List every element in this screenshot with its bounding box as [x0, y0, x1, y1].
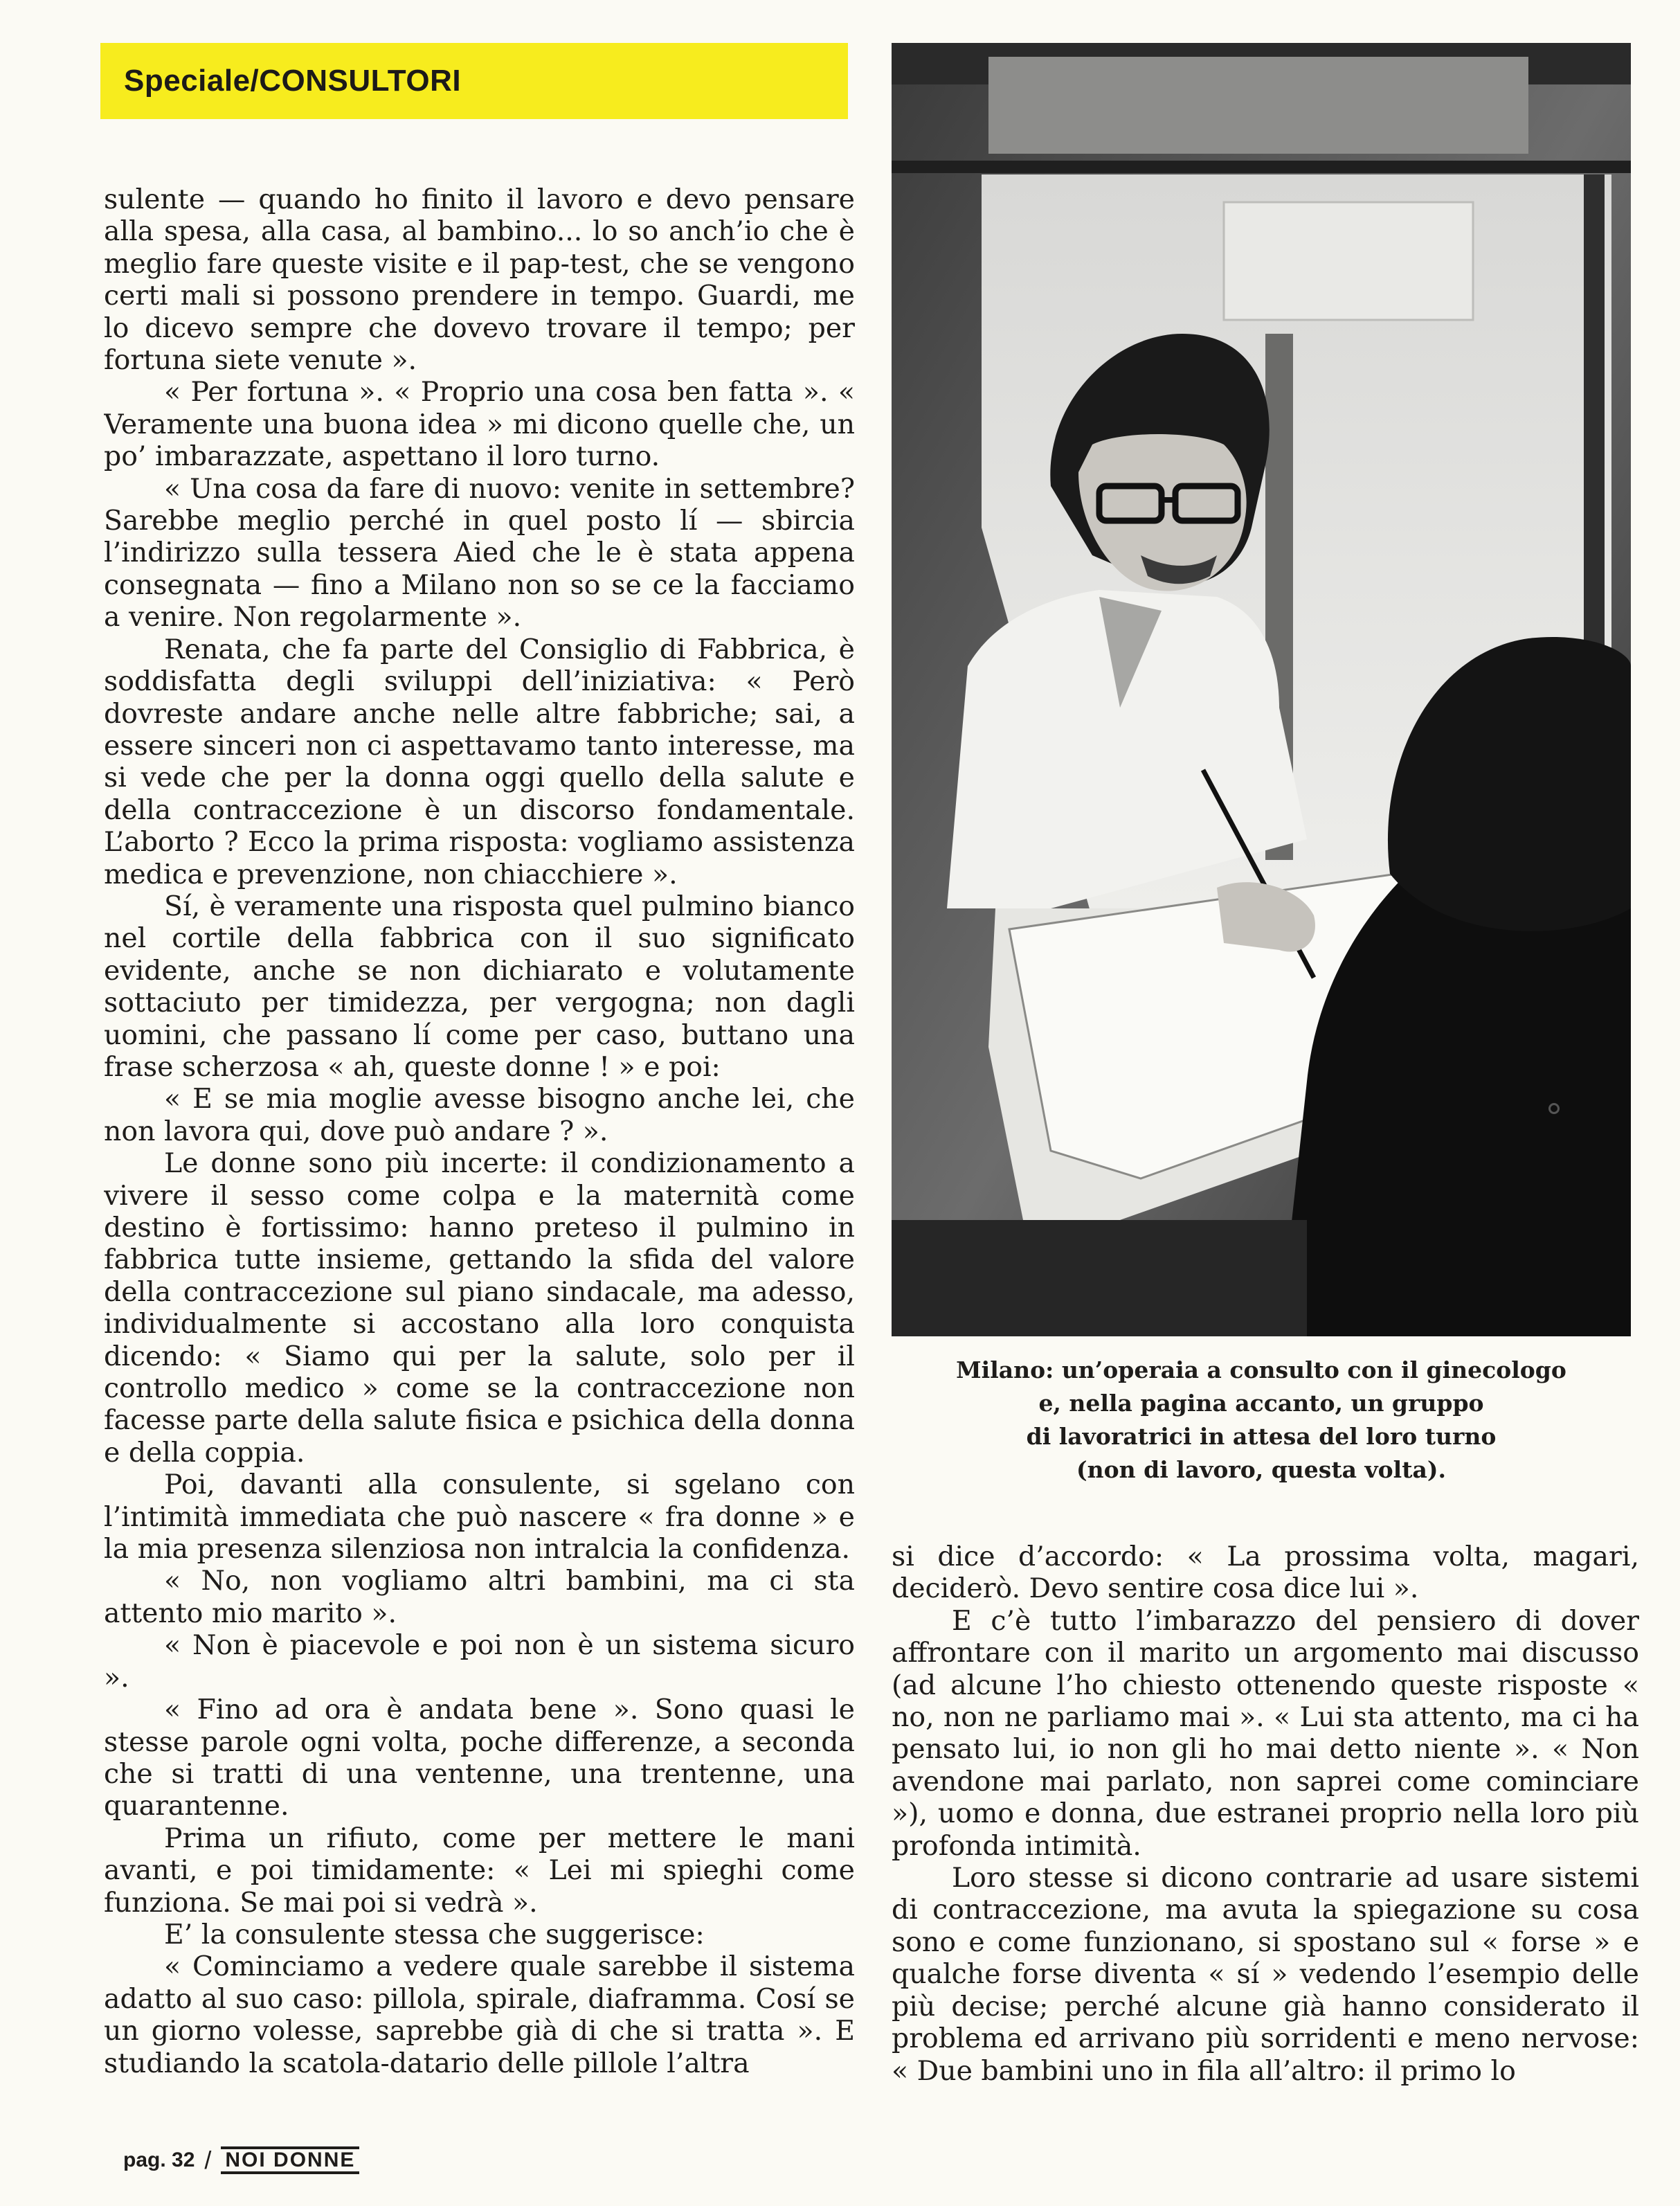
- paragraph: « Cominciamo a vedere quale sarebbe il sistema adatto al suo caso: pillola, spirale, diaframma. Cosí se un giorno volesse, saprebbe già di che si tratta ». E studiando la scatola-datario delle pillole l’altra: [104, 1951, 855, 2079]
- paragraph: « Non è piacevole e poi non è un sistema sicuro ».: [104, 1629, 855, 1694]
- paragraph: « Una cosa da fare di nuovo: venite in settembre? Sarebbe meglio perché in quel posto lí — sbircia l’indirizzo sulla tessera Aied che le è stata appena consegnata — fino a Milano non so se ce la facciamo a venire. Non regolarmente ».: [104, 472, 855, 634]
- article-left-column: [104, 183, 855, 2129]
- paragraph: sulente — quando ho finito il lavoro e devo pensare alla spesa, alla casa, al bambino... lo so anch’io che è meglio fare queste visite e il pap-test, che se vengono certi mali si possono prendere in tempo. Guardi, me lo dicevo sempre che dovevo trovare il tempo; per fortuna siete venute ».: [104, 183, 855, 377]
- photo-doctor-consultation: [892, 43, 1631, 1336]
- paragraph: si dice d’accordo: « La prossima volta, magari, deciderò. Devo sentire cosa dice lui ».: [892, 1541, 1639, 1605]
- caption-line: e, nella pagina accanto, un gruppo: [1038, 1390, 1484, 1417]
- footer-separator: /: [204, 2146, 212, 2174]
- caption-line: di lavoratrici in attesa del loro turno: [1026, 1423, 1497, 1450]
- caption-line: Milano: un’operaia a consulto con il ginecologo: [956, 1356, 1566, 1383]
- page-number: pag. 32: [123, 2149, 195, 2171]
- paragraph: « No, non vogliamo altri bambini, ma ci sta attento mio marito ».: [104, 1565, 855, 1629]
- paragraph: « Per fortuna ». « Proprio una cosa ben fatta ». « Veramente una buona idea » mi dicono quelle che, un po’ imbarazzate, aspettano il loro turno.: [104, 376, 855, 473]
- page-footer: [123, 2143, 359, 2178]
- paragraph: Sí, è veramente una risposta quel pulmino bianco nel cortile della fabbrica con il suo significato evidente, anche se non dichiarato e volutamente sottaciuto per timidezza, per vergogna; non dagli uomini, che passano lí come per caso, buttano una frase scherzosa « ah, queste donne ! » e poi:: [104, 890, 855, 1083]
- photo-caption: [892, 1354, 1631, 1487]
- print-speck: [1548, 1103, 1560, 1114]
- section-title: Speciale/CONSULTORI: [124, 64, 462, 98]
- paragraph: « E se mia moglie avesse bisogno anche lei, che non lavora qui, dove può andare ? ».: [104, 1083, 855, 1147]
- paragraph: Loro stesse si dicono contrarie ad usare sistemi di contraccezione, ma avuta la spiegazione su cosa sono e come funzionano, si spostano sul « forse » e qualche forse diventa « sí » vedendo l’esempio delle più decise; perché alcune già hanno considerato il problema ed arrivano più sorridenti e meno nervose: « Due bambini uno in fila all’altro: il primo lo: [892, 1862, 1639, 2087]
- paragraph: Poi, davanti alla consulente, si sgelano con l’intimità immediata che può nascere « fra donne » e la mia presenza silenziosa non intralcia la confidenza.: [104, 1469, 855, 1566]
- paragraph: « Fino ad ora è andata bene ». Sono quasi le stesse parole ogni volta, poche differenze, a seconda che si tratti di una ventenne, una trentenne, una quarantenne.: [104, 1694, 855, 1822]
- section-banner: [100, 43, 848, 119]
- paragraph: Prima un rifiuto, come per mettere le mani avanti, e poi timidamente: « Lei mi spieghi come funziona. Se mai poi si vedrà ».: [104, 1822, 855, 1919]
- magazine-logo: NOI DONNE: [221, 2146, 359, 2174]
- caption-line: (non di lavoro, questa volta).: [1076, 1456, 1446, 1483]
- paragraph: Renata, che fa parte del Consiglio di Fabbrica, è soddisfatta degli sviluppi dell’iniziativa: « Però dovreste andare anche nelle altre fabbriche; sai, a essere sinceri non ci aspettavamo tanto interesse, ma si vede che per la donna oggi quello della salute e della contraccezione è un discorso fondamentale. L’aborto ? Ecco la prima risposta: vogliamo assistenza medica e prevenzione, non chiacchiere ».: [104, 633, 855, 890]
- paragraph: E’ la consulente stessa che suggerisce:: [164, 1918, 705, 1951]
- article-right-column: [892, 1541, 1639, 2129]
- paragraph: Le donne sono più incerte: il condizionamento a vivere il sesso come colpa e la maternità come destino è fortissimo: hanno preteso il pulmino in fabbrica tutte insieme, gettando la sfida del valore della contraccezione sul piano sindacale, ma adesso, individualmente si accostano alla loro conquista dicendo: « Siamo qui per la salute, solo per il controllo medico » come se la contraccezione non facesse parte della salute fisica e psichica della donna e della coppia.: [104, 1147, 855, 1469]
- paragraph: E c’è tutto l’imbarazzo del pensiero di dover affrontare con il marito un argomento mai discusso (ad alcune l’ho chiesto ottenendo queste risposte « no, non ne parliamo mai ». « Lui sta attento, ma ci ha pensato lui, io non gli ho mai detto niente ». « Non avendone mai parlato, non saprei come cominciare »), uomo e donna, due estranei proprio nella loro più profonda intimità.: [892, 1604, 1639, 1862]
